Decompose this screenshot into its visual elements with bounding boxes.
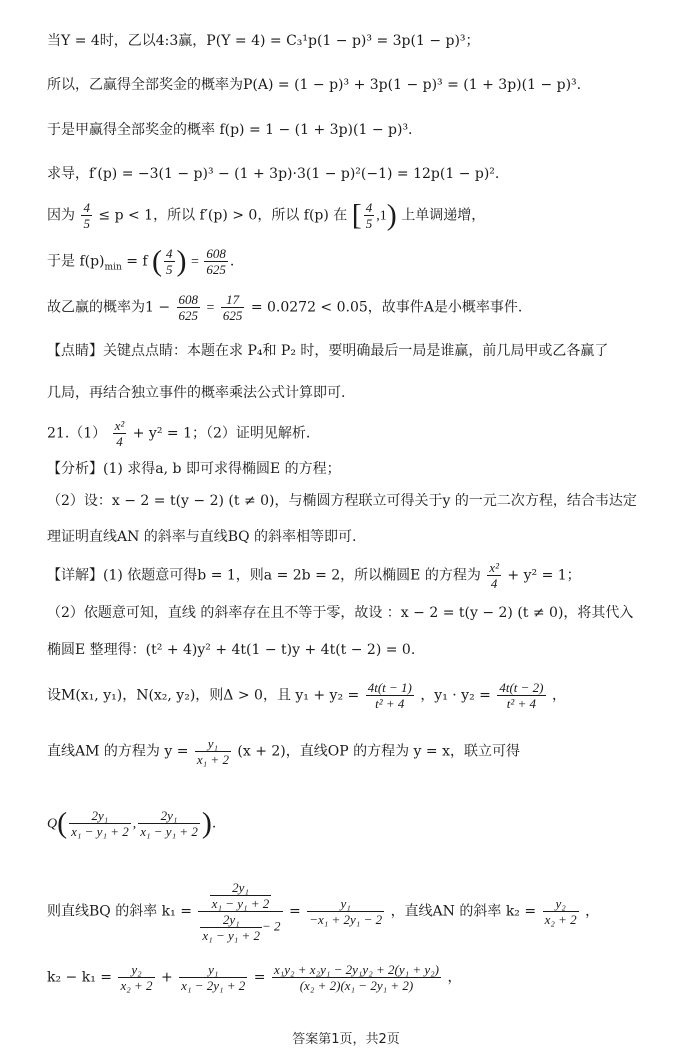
- line-4: 求导，f′(p) = −3(1 − p)³ − (1 + 3p)·3(1 − p)²(−1) = 12p(1 − p)².: [47, 166, 500, 182]
- text: Q: [47, 816, 58, 832]
- line-19: [47, 808, 216, 839]
- line-17: [47, 680, 566, 711]
- paren-right: ): [176, 244, 187, 278]
- equals: =: [206, 300, 215, 316]
- text: +: [160, 969, 173, 986]
- line-9: 几局，再结合独立事件的概率乘法公式计算即可.: [47, 385, 346, 401]
- paren-left: (: [57, 806, 68, 840]
- fraction-c: $\frac{\text{x₁y₂ + x₂y₁ − 2y₁y₂ + 2(y₁ + y₂)}}{\text{(x₂ + 2)(x₁ − 2y₁ + 2)}}$: [273, 962, 440, 993]
- line-3: 于是甲赢得全部奖金的概率 f(p) = 1 − (1 + 3p)(1 − p)³.: [47, 122, 413, 138]
- fraction-am: $\frac{\text{y₁}}{\text{x₁ + 2}}$: [196, 736, 229, 767]
- fraction-608-625: $\frac{608}{625}$: [206, 246, 226, 277]
- line-14: [47, 560, 581, 591]
- fraction-q: $\frac{\text{2y₁}}{\text{x₁ − y₁ + 2}}$: [140, 808, 198, 839]
- fraction-4-5: $\frac{4}{5}$: [365, 200, 373, 231]
- fraction-608-625: $\frac{608}{625}$: [178, 292, 199, 323]
- line-11: 【分析】(1) 求得a, b 即可求得椭圆E 的方程；: [47, 461, 341, 477]
- fraction-k2: $\frac{\text{y₂}}{\text{x₂ + 2}}$: [544, 896, 577, 927]
- line-15: （2）依题意可知，直线 的斜率存在且不等于零，故设 ：x − 2 = t(y − 2) (t ≠ 0)，将其代入: [47, 605, 634, 621]
- fraction-k1-result: $\frac{\text{y₁}}{\text{−x₁ + 2y₁ − 2}}$: [309, 896, 383, 927]
- equals: =: [190, 254, 203, 270]
- paren-right: ): [201, 806, 212, 840]
- text: 21.（1）: [47, 425, 107, 442]
- text: 故乙赢的概率为1 −: [47, 299, 171, 316]
- text: = 0.0272 < 0.05，故事件A是小概率事件.: [250, 299, 523, 316]
- page-footer: 答案第1页，共2页: [292, 1032, 400, 1047]
- text: ，: [447, 969, 462, 986]
- minus-two: − 2: [262, 918, 281, 934]
- bracket-left: [: [351, 198, 362, 232]
- text: 于是 f(p): [47, 253, 105, 270]
- k1-numerator: [198, 880, 282, 912]
- fraction-x2-4: $\frac{\text{x²}}{4}$: [114, 418, 125, 449]
- line-12: （2）设：x − 2 = t(y − 2) (t ≠ 0)，与椭圆方程联立可得关于y 的一元二次方程，结合韦达定: [47, 493, 637, 509]
- line-2: 所以，乙赢得全部奖金的概率为P(A) = (1 − p)³ + 3p(1 − p)³ = (1 + 3p)(1 − p)³.: [47, 77, 582, 93]
- text: 上单调递增，: [401, 207, 486, 224]
- line-6: 于是 $f(p)_{min} = f$ ( $\frac{4}{5}$ ) = $\frac{608}{625}$ .: [47, 244, 235, 278]
- text: + y² = 1；（2）证明见解析.: [132, 425, 311, 442]
- line-5: [47, 200, 485, 231]
- text: ，: [551, 687, 566, 704]
- k1-denominator: [198, 912, 282, 943]
- line-21: [47, 962, 461, 993]
- text: (x + 2)，直线OP 的方程为 y = x，联立可得: [237, 743, 520, 760]
- text: 则直线BQ 的斜率 k₁ =: [47, 903, 192, 920]
- text: 【详解】(1) 依题意可得b = 1，则a = 2b = 2，所以椭圆E 的方程为: [47, 567, 481, 584]
- fraction-sum: $\frac{4t(t - 1)}{\text{t² + 4}}$: [367, 680, 412, 711]
- line-16: 椭圆E 整理得：(t² + 4)y² + 4t(1 − t)y + 4t(t − 2) = 0.: [47, 642, 416, 658]
- text: = f: [126, 253, 148, 270]
- text: k₂ − k₁ =: [47, 969, 113, 986]
- text: + y² = 1；: [507, 567, 581, 584]
- text: =: [253, 969, 266, 986]
- text: ，直线AN 的斜率 k₂ =: [390, 903, 537, 920]
- text: 直线AM 的方程为 y =: [47, 743, 189, 760]
- fraction-q: $\frac{\text{2y₁}}{\text{x₁ − y₁ + 2}}$: [202, 912, 261, 943]
- fraction-17-625: $\frac{17}{625}$: [222, 292, 243, 323]
- fraction-a: $\frac{\text{y₂}}{\text{x₂ + 2}}$: [120, 962, 153, 993]
- min-subscript: min: [104, 262, 122, 273]
- fraction-x2-4: $\frac{\text{x²}}{4}$: [489, 560, 499, 591]
- text: .: [211, 815, 217, 832]
- fraction-4-5: $\frac{4}{5}$: [166, 246, 173, 277]
- line-1: 当Y = 4时，乙以4:3赢，P(Y = 4) = C₃¹p(1 − p)³ = 3p(1 − p)³；: [47, 33, 480, 49]
- comma: ,: [132, 816, 137, 832]
- fraction-4-5: $\frac{4}{5}$: [83, 200, 90, 231]
- line-7: [47, 292, 522, 323]
- line-10: [47, 418, 310, 449]
- fraction-product: $\frac{4t(t - 2)}{\text{t² + 4}}$: [499, 680, 544, 711]
- line-20: [47, 880, 599, 943]
- text: 因为: [47, 207, 75, 224]
- paren-left: (: [152, 244, 163, 278]
- text: 设M(x₁, y₁)，N(x₂, y₂)，则Δ > 0，且 y₁ + y₂ =: [47, 687, 360, 704]
- text: ≤ p < 1，所以 f′(p) > 0，所以 f(p) 在: [98, 207, 348, 224]
- fraction-q: $\frac{\text{2y₁}}{\text{x₁ − y₁ + 2}}$: [211, 880, 270, 911]
- line-18: [47, 736, 520, 767]
- text: =: [289, 903, 301, 920]
- fraction-q: $\frac{\text{2y₁}}{\text{x₁ − y₁ + 2}}$: [71, 808, 129, 839]
- bracket-right: ): [386, 198, 397, 232]
- line-13: 理证明直线AN 的斜率与直线BQ 的斜率相等即可.: [47, 529, 357, 545]
- fraction-b: $\frac{\text{y₁}}{\text{x₁ − 2y₁ + 2}}$: [181, 962, 246, 993]
- line-8: 【点睛】关键点点睛：本题在求 P₄和 P₂ 时，要明确最后一局是谁赢，前几局甲或乙各赢了: [47, 343, 609, 359]
- text: ，y₁ · y₂ =: [420, 687, 491, 704]
- text: ，: [585, 903, 600, 920]
- fraction-k1-complex: [198, 880, 282, 943]
- interval-end: ,1: [376, 208, 387, 224]
